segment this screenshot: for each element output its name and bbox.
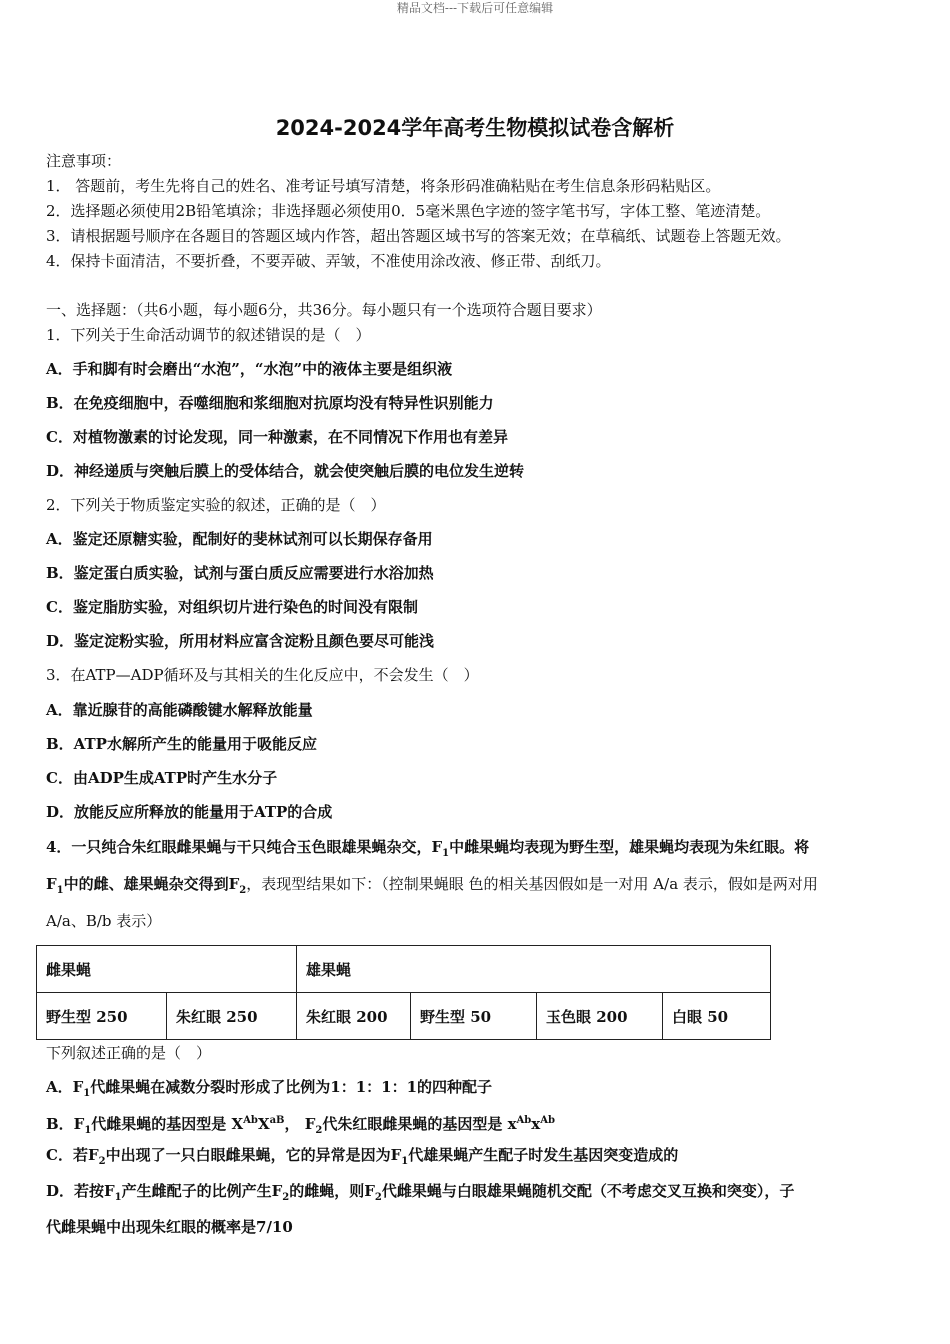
question-1-option-d: D．神经递质与突触后膜上的受体结合，就会使突触后膜的电位发生逆转 xyxy=(46,462,525,480)
question-3-option-b: B．ATP水解所产生的能量用于吸能反应 xyxy=(46,735,317,753)
notice-heading: 注意事项： xyxy=(46,152,122,170)
question-4-option-b: B．$F_1$代雌果蝇的基因型是 $X^{Ab}X^{aB}$， $F_2$代朱红眼雌果蝇的基因型是 $x^{Ab}x^{Ab}$ xyxy=(46,1115,556,1136)
notice-item: 2．选择题必须使用2B铅笔填涂；非选择题必须使用0．5毫米黑色字迹的签字笔书写，字体工整、笔迹清楚。 xyxy=(46,202,771,220)
question-3-option-c: C．由ADP生成ATP时产生水分子 xyxy=(46,769,278,787)
question-4-stem-line-1: 4．一只纯合朱红眼雌果蝇与干只纯合玉色眼雄果蝇杂交，$F_1$中雌果蝇均表现为野生型，雄果蝇均表现为朱红眼。将 xyxy=(46,838,810,859)
table-header-female: 雌果蝇 xyxy=(37,946,297,993)
table-header-row xyxy=(37,946,771,993)
table-cell: 野生型 50 xyxy=(411,993,537,1040)
question-4-stem-line-2: $F_1$中的雌、雄果蝇杂交得到$F_2$，表现型结果如下：（控制果蝇眼 色的相关基因假如是一对用 A/a 表示，假如是两对用 xyxy=(46,875,818,896)
notice-item: 3．请根据题号顺序在各题目的答题区域内作答，超出答题区域书写的答案无效；在草稿纸、试题卷上答题无效。 xyxy=(46,227,791,245)
table-cell: 玉色眼 200 xyxy=(537,993,663,1040)
question-2-option-c: C．鉴定脂肪实验，对组织切片进行染色的时间没有限制 xyxy=(46,598,418,616)
phenotype-table xyxy=(36,945,771,1040)
question-4-option-a: A．$F_1$代雌果蝇在减数分裂时形成了比例为1：1：1：1的四种配子 xyxy=(46,1078,493,1099)
question-4-option-d: D．若按$F_1$产生雌配子的比例产生$F_2$的雌蝇，则$F_2$代雌果蝇与白眼雄果蝇随机交配（不考虑交叉互换和突变），子 xyxy=(46,1182,795,1203)
page-title: 2024-2024学年高考生物模拟试卷含解析 xyxy=(275,116,675,140)
question-1-stem: 1．下列关于生命活动调节的叙述错误的是（ ） xyxy=(46,326,371,344)
question-2-option-b: B．鉴定蛋白质实验，试剂与蛋白质反应需要进行水浴加热 xyxy=(46,564,434,582)
question-2-stem: 2．下列关于物质鉴定实验的叙述，正确的是（ ） xyxy=(46,496,386,514)
question-1-option-b: B．在免疫细胞中，吞噬细胞和浆细胞对抗原均没有特异性识别能力 xyxy=(46,394,494,412)
question-4-option-c: C．若$F_2$中出现了一只白眼雌果蝇，它的异常是因为$F_1$代雄果蝇产生配子时发生基因突变造成的 xyxy=(46,1146,679,1167)
question-3-stem: 3．在ATP—ADP循环及与其相关的生化反应中，不会发生（ ） xyxy=(46,666,479,684)
table-header-male: 雄果蝇 xyxy=(297,946,771,993)
question-2-option-d: D．鉴定淀粉实验，所用材料应富含淀粉且颜色要尽可能浅 xyxy=(46,632,435,650)
question-4-prompt: 下列叙述正确的是（ ） xyxy=(46,1044,212,1062)
table-cell: 朱红眼 250 xyxy=(167,993,297,1040)
section-heading: 一、选择题：（共6小题，每小题6分，共36分。每小题只有一个选项符合题目要求） xyxy=(46,301,602,319)
question-1-option-a: A．手和脚有时会磨出“水泡”，“水泡”中的液体主要是组织液 xyxy=(46,360,453,378)
question-4-option-d-line-2: 代雌果蝇中出现朱红眼的概率是7/10 xyxy=(46,1218,293,1236)
header-note: 精品文档---下载后可任意编辑 xyxy=(396,1,554,15)
question-4-stem-line-3: A/a、B/b 表示） xyxy=(46,912,162,930)
notice-item: 4．保持卡面清洁，不要折叠，不要弄破、弄皱，不准使用涂改液、修正带、刮纸刀。 xyxy=(46,252,611,270)
table-cell: 朱红眼 200 xyxy=(297,993,411,1040)
question-2-option-a: A．鉴定还原糖实验，配制好的斐林试剂可以长期保存备用 xyxy=(46,530,433,548)
question-1-option-c: C．对植物激素的讨论发现，同一种激素，在不同情况下作用也有差异 xyxy=(46,428,508,446)
table-cell: 白眼 50 xyxy=(663,993,771,1040)
table-row xyxy=(37,993,771,1040)
question-3-option-d: D．放能反应所释放的能量用于ATP的合成 xyxy=(46,803,333,821)
notice-item: 1． 答题前，考生先将自己的姓名、准考证号填写清楚，将条形码准确粘贴在考生信息条形码粘贴区。 xyxy=(46,177,721,195)
table-cell: 野生型 250 xyxy=(37,993,167,1040)
question-3-option-a: A．靠近腺苷的高能磷酸键水解释放能量 xyxy=(46,701,313,719)
